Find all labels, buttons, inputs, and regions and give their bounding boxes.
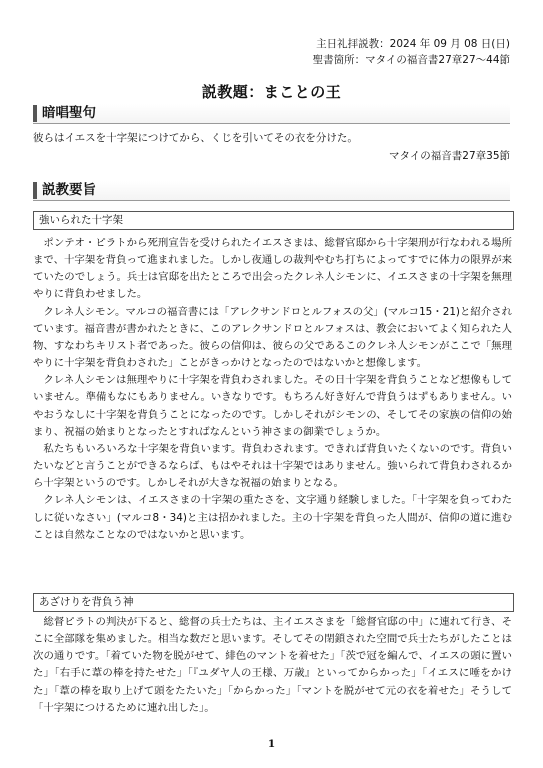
section-title: 強いられた十字架	[39, 214, 123, 226]
recitation-heading	[33, 104, 510, 124]
section-body	[33, 614, 512, 717]
paragraph: クレネ人シモンは無理やりに十字架を背負わされました。その日十字架を背負うことなど想像もしていません。準備もなにもありません。いきなりです。もちろん好き好んで背負うはずもありません。いやおうなしに十字架を背負うことになったのです。しかしそれがシモンの、そしてその家族の信仰の始まり、祝福の始まりとなったとすればなんという神さまの御業でしょうか。	[33, 374, 513, 438]
scripture-passage: 聖書箇所：マタイの福音書27章27～44節	[312, 54, 510, 66]
page-number: 1	[267, 738, 276, 750]
memory-verse: 彼らはイエスを十字架につけてから、くじを引いてその衣を分けた。	[33, 132, 358, 144]
paragraph: ポンテオ・ピラトから死刑宣告を受けられたイエスさまは、総督官邸から十字架刑が行なわれる場所まで、十字架を背負って進まれました。しかし夜通しの裁判やむち打ちによってすでに体力の限界が来ていたのでしょう。兵士は官邸を出たところで出会ったクレネ人シモンに、イエスさまの十字架を無理やりに背負わせました。	[33, 237, 512, 301]
section-title-box	[33, 211, 514, 230]
section-title: あざけりを背負う神	[39, 596, 134, 608]
memory-verse-reference: マタイの福音書27章35節	[388, 150, 510, 162]
heading-bar	[33, 105, 37, 122]
section-title-box	[33, 593, 514, 612]
sermon-date: 主日礼拝説教：2024 年 09 月 08 日(日)	[316, 38, 510, 50]
paragraph: 私たちもいろいろな十字架を背負います。背負わされます。できれば背負いたくないのです。背負いたいなどと言うことができるならば、もはやそれは十字架ではありません。強いられて背負わされるから十字架というのです。しかしそれが大きな祝福の始まりとなる。	[33, 442, 512, 490]
sermon-title: 説教題：まことの王	[201, 83, 342, 101]
heading-bar	[33, 182, 37, 199]
paragraph: クレネ人シモンは、イエスさまの十字架の重たさを、文字通り経験しました。「十字架を負ってわたしに従いなさい」(マルコ8・34)と主は招かれました。主の十字架を背負った人間が、信仰の道に進むことは自然なことなのではないかと思います。	[33, 494, 512, 541]
summary-heading-text: 説教要旨	[42, 182, 96, 198]
section-body	[33, 235, 512, 544]
paragraph: 総督ピラトの判決が下ると、総督の兵士たちは、主イエスさまを「総督官邸の中」に連れて行き、そこに全部隊を集めました。相当な数だと思います。そしてその閉鎖された空間で兵士たちがしたことは次の通りです。「着ていた物を脱がせて、緋色のマントを着せた」「茨で冠を編んで、イエスの頭に置いた」「右手に葦の棒を持たせた」「『ユダヤ人の王様、万歳』といってからかった」「イエスに唾をかけた」「葦の棒を取り上げて頭をたたいた」「からかった」「マントを脱がせて元の衣を着せた」そうして「十字架につけるために連れ出した」。	[33, 616, 512, 714]
paragraph: クレネ人シモン。マルコの福音書には「アレクサンドロとルフォスの父」(マルコ15・21)と紹介されています。福音書が書かれたときに、このアレクサンドロとルフォスは、教会においてよく知られた人物、すなわちキリスト者であった。彼らの信仰は、彼らの父であるこのクレネ人シモンがここで「無理やりに十字架を背負わされた」ことがきっかけとなったのではないかと想像します。	[33, 305, 512, 370]
recitation-heading-text: 暗唱聖句	[42, 105, 96, 121]
summary-heading	[33, 181, 510, 201]
